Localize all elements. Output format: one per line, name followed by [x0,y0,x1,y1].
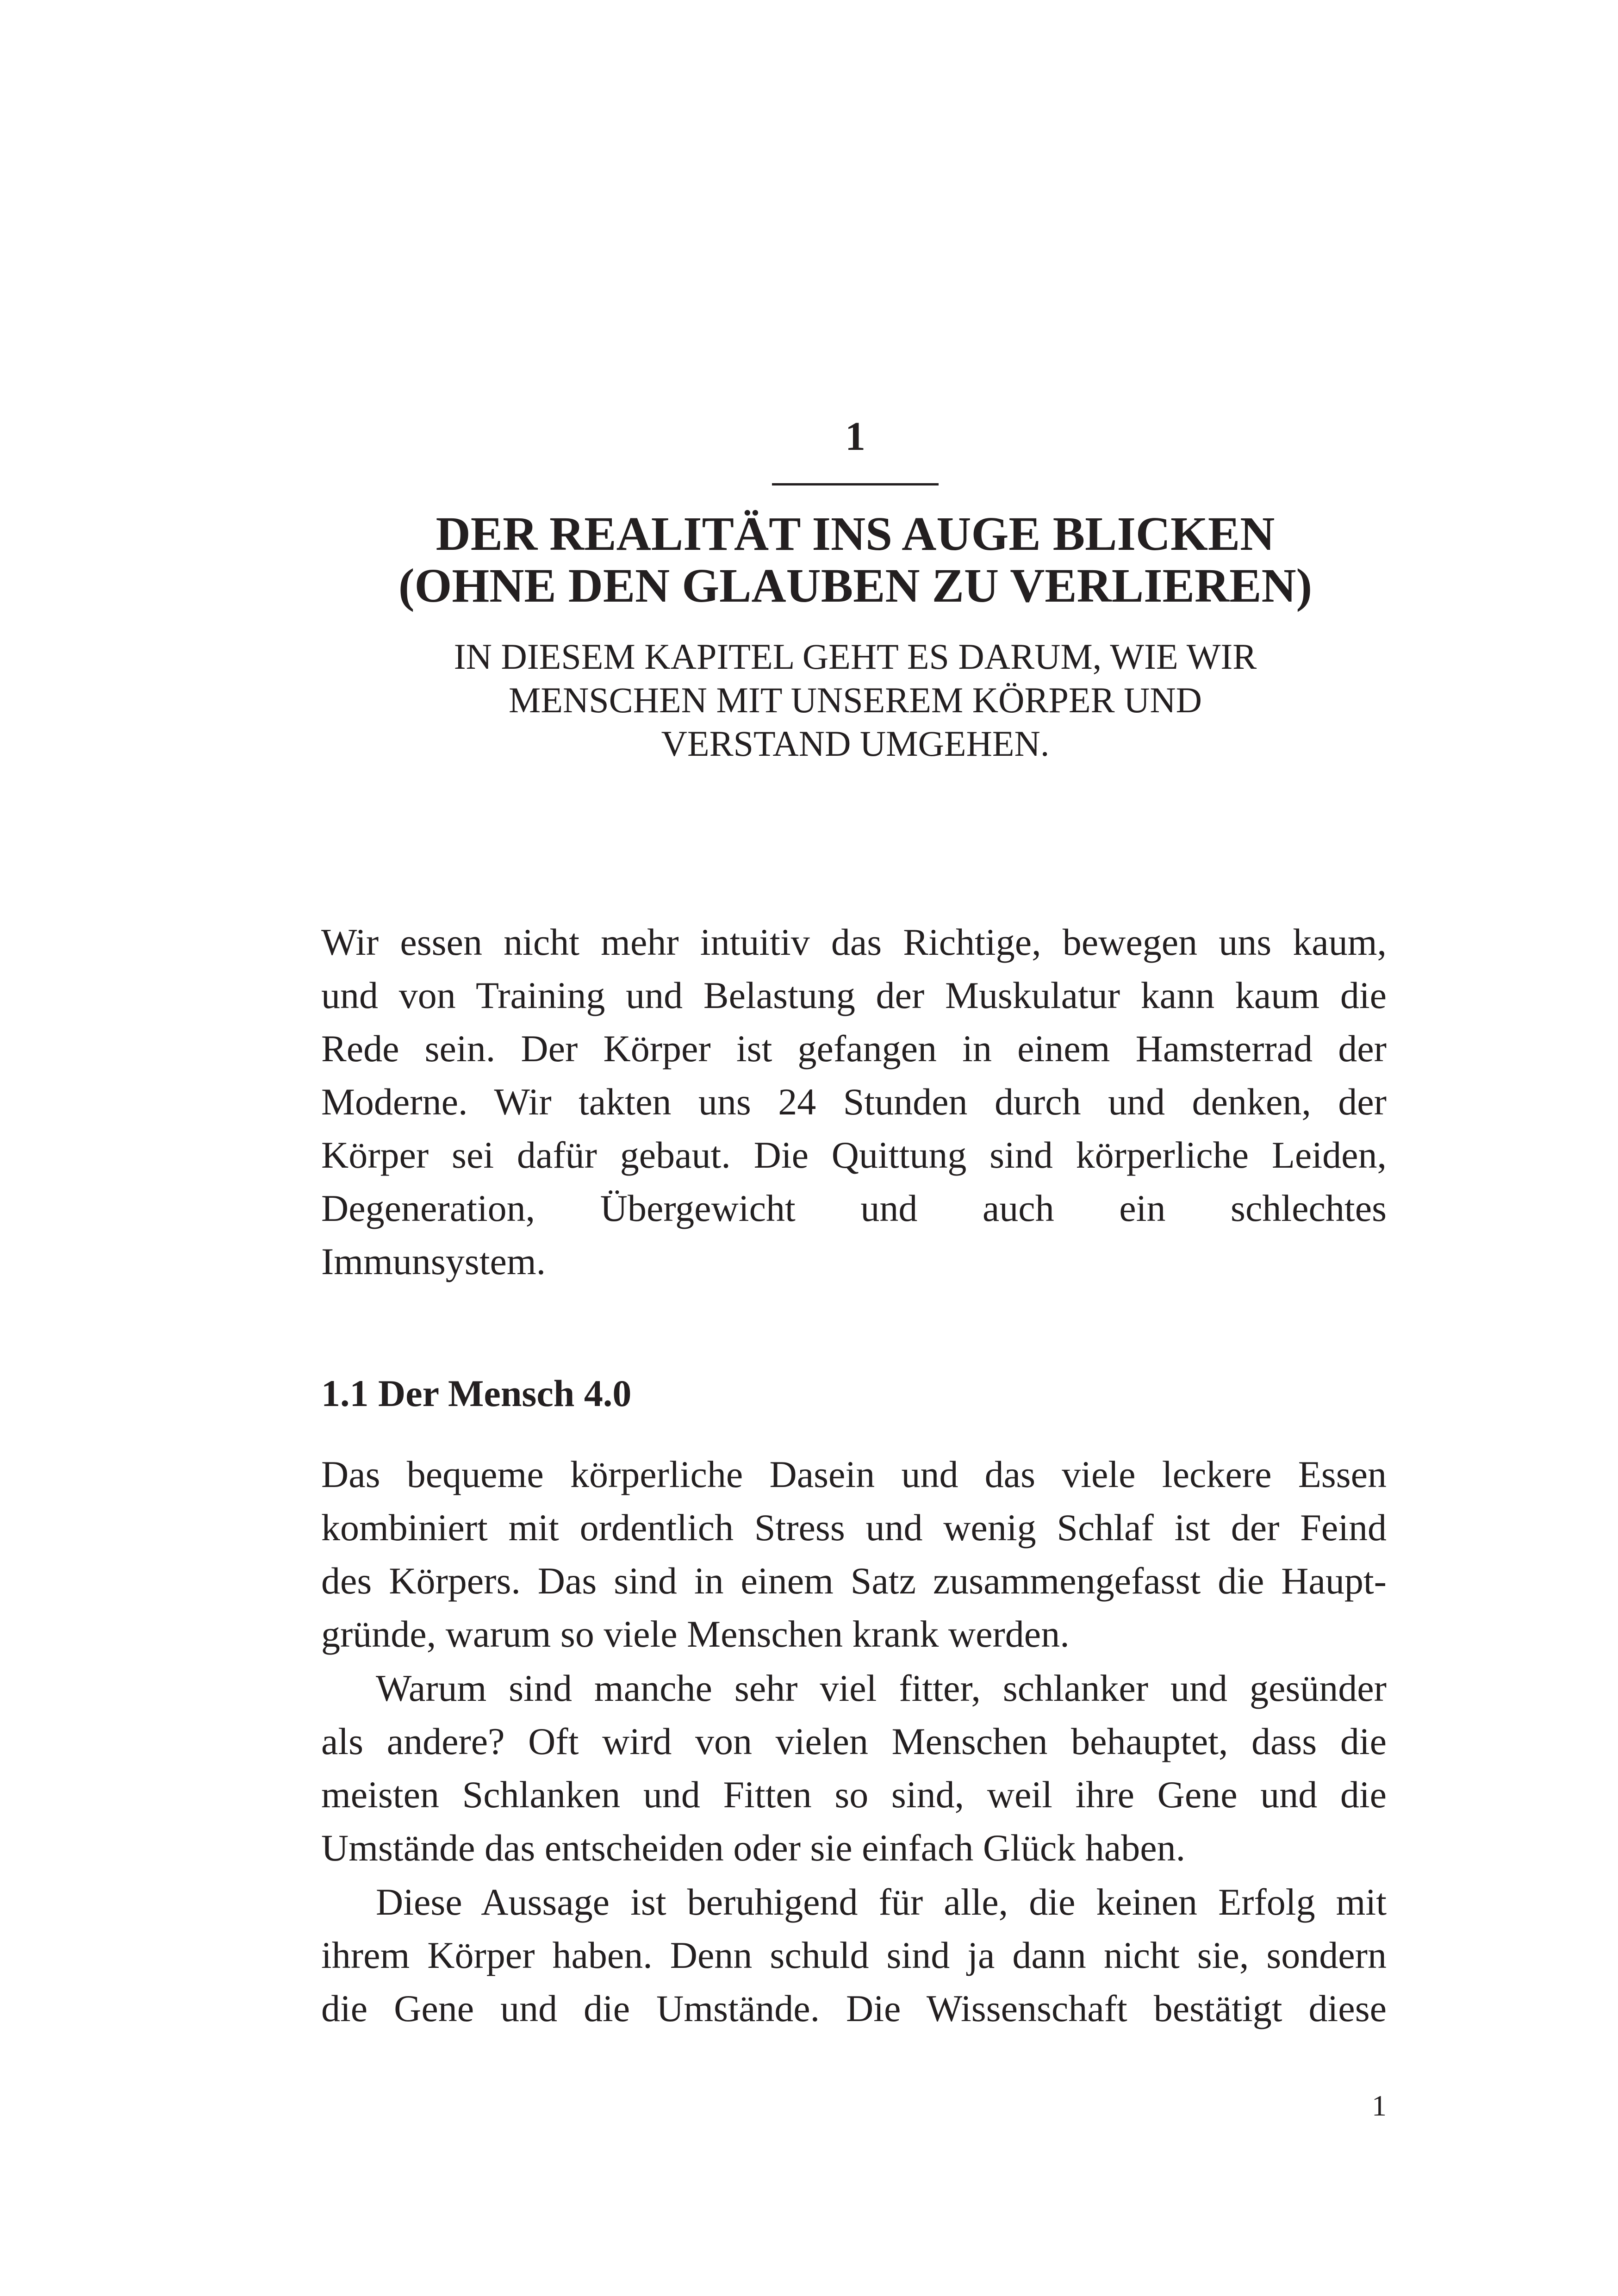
text-line: Wir essen nicht mehr intuitiv das Richtige, bewegen uns kaum, [321,921,1387,963]
text-line: Warum sind manche sehr viel fitter, schlanker und gesünder [376,1667,1387,1709]
chapter-divider [772,483,939,485]
text-line: die Gene und die Umstände. Die Wissenschaft bestätigt diese [321,1987,1387,2029]
text-line: ihrem Körper haben. Denn schuld sind ja dann nicht sie, sondern [321,1934,1387,1976]
chapter-title-line: (OHNE DEN GLAUBEN ZU VERLIEREN) [398,559,1313,612]
text-line: als andere? Oft wird von vielen Menschen behauptet, dass die [321,1720,1387,1762]
chapter-subtitle-line: VERSTAND UMGEHEN. [661,723,1050,764]
text-line: Moderne. Wir takten uns 24 Stunden durch und denken, der [321,1081,1387,1123]
chapter-number: 1 [845,414,865,459]
text-line: kombiniert mit ordentlich Stress und wenig Schlaf ist der Feind [321,1506,1387,1549]
paragraph [321,1661,1387,1874]
text-line: meisten Schlanken und Fitten so sind, weil ihre Gene und die [321,1773,1387,1816]
text-line: Degeneration, Übergewicht und auch ein schlechtes [321,1187,1387,1229]
paragraph [321,1875,1387,2035]
text-line: Umstände das entscheiden oder sie einfach Glück haben. [321,1827,1186,1869]
section-body [321,1448,1387,2035]
text-line: Immunsystem. [321,1240,546,1282]
text-line: des Körpers. Das sind in einem Satz zusammengefasst die Haupt- [321,1560,1387,1602]
text-line: gründe, warum so viele Menschen krank werden. [321,1613,1070,1655]
text-line: Das bequeme körperliche Dasein und das viele leckere Essen [321,1453,1387,1495]
text-line: Körper sei dafür gebaut. Die Quittung sind körperliche Leiden, [321,1134,1387,1176]
chapter-subtitle-line: IN DIESEM KAPITEL GEHT ES DARUM, WIE WIR [454,636,1257,677]
text-line: und von Training und Belastung der Muskulatur kann kaum die [321,974,1387,1016]
chapter-subtitle [324,635,1387,765]
paragraph [321,1448,1387,1661]
page-number: 1 [1372,2089,1387,2122]
chapter-title-line: DER REALITÄT INS AUGE BLICKEN [436,507,1275,560]
text-line: Diese Aussage ist beruhigend für alle, die keinen Erfolg mit [376,1881,1387,1923]
section-heading: 1.1 Der Mensch 4.0 [321,1372,632,1414]
chapter-subtitle-line: MENSCHEN MIT UNSEREM KÖRPER UND [508,680,1202,720]
chapter-title [185,508,1525,612]
text-line: Rede sein. Der Körper ist gefangen in einem Hamsterrad der [321,1027,1387,1070]
intro-paragraph [321,915,1387,1288]
